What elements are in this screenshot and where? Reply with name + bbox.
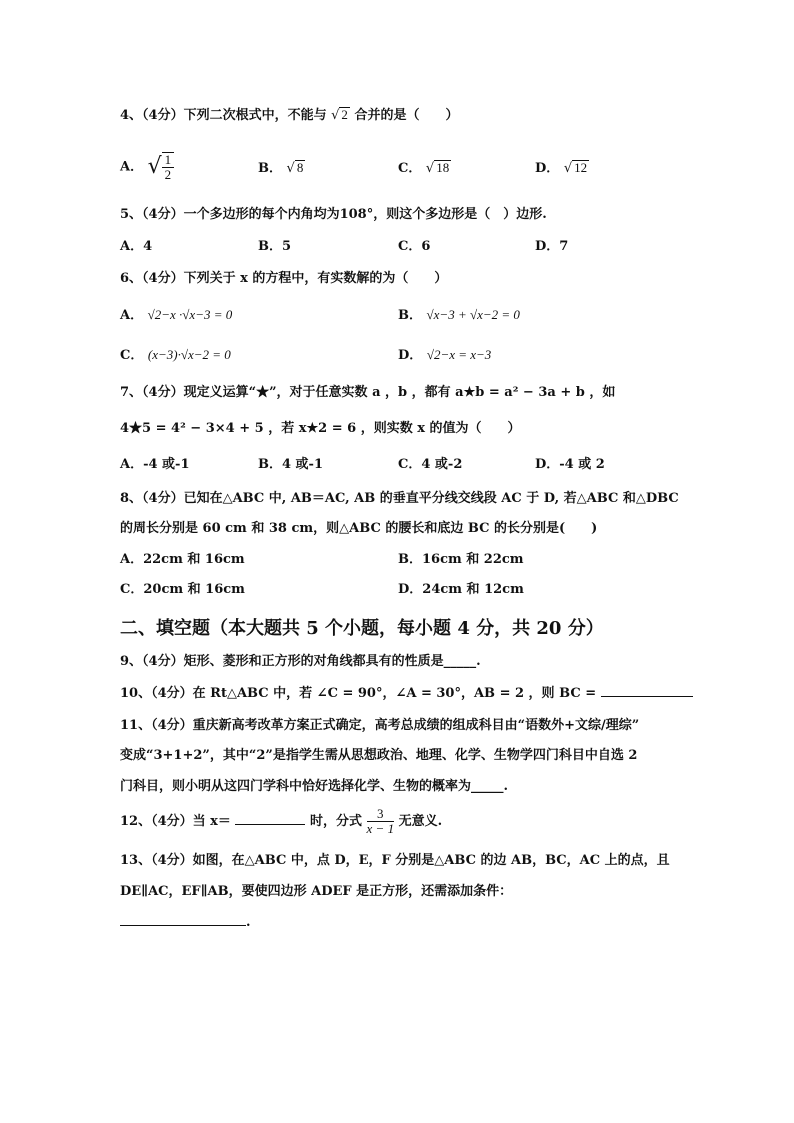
radical-sign: √ [331, 108, 340, 123]
radical-sign: √ [563, 161, 573, 176]
q7-line-2: 4★5 = 4² − 3×4 + 5 ，若 x★2 = 6 ，则实数 x 的值为（ ） [120, 421, 521, 436]
q6-c-expression: (x−3)·√x−2 = 0 [147, 347, 231, 362]
q5-option-c: C．6 [398, 239, 431, 254]
q8-option-c: C．20cm 和 16cm [120, 582, 245, 597]
q4-option-b [258, 160, 305, 178]
q10-stem [120, 685, 693, 703]
q4-d-radicand: 12 [574, 160, 588, 175]
q4-b-label: B． [258, 161, 282, 176]
q10-answer-blank[interactable] [601, 696, 693, 697]
q8-option-a: A．22cm 和 16cm [120, 552, 245, 567]
q8-option-b: B．16cm 和 22cm [398, 552, 524, 567]
q6-option-b [398, 306, 520, 325]
q12-numerator: 3 [367, 807, 395, 822]
q6-b-label: B． [398, 308, 422, 323]
radical-sign: √ [286, 161, 295, 176]
q7-option-a: A．-4 或-1 [120, 457, 190, 472]
q13-answer-blank[interactable] [120, 925, 246, 926]
q13-line-1: 13、（4分）如图，在△ABC 中，点 D，E，F 分别是△ABC 的边 AB，BC，AC 上的点，且 [120, 853, 670, 868]
q12-stem [120, 807, 442, 836]
q5-stem: 5、（4分）一个多边形的每个内角均为108°，则这个多边形是（ ）边形. [120, 207, 547, 222]
q6-d-expression: √2−x = x−3 [426, 347, 492, 362]
q7-line-1: 7、（4分）现定义运算“★”，对于任意实数 a ，b ，都有 a★b = a² − 3a + b ，如 [120, 385, 616, 400]
q4-option-d [535, 160, 589, 178]
q6-c-label: C． [120, 348, 144, 363]
q4-option-c [398, 160, 451, 178]
q5-option-a: A．4 [120, 239, 153, 254]
q6-b-expression: √x−3 + √x−2 = 0 [426, 307, 520, 322]
q6-a-label: A． [120, 308, 144, 323]
radical-sign: √ [147, 154, 162, 179]
q4-a-label: A． [120, 159, 144, 175]
q13-end-period: . [246, 915, 251, 930]
q5-option-d: D．7 [535, 239, 569, 254]
q10-text: 10、（4分）在 Rt△ABC 中，若 ∠C = 90°，∠A = 30°，AB = 2 ，则 BC = [120, 686, 597, 701]
q6-d-label: D． [398, 348, 423, 363]
q6-option-c [120, 346, 231, 365]
q12-denominator: x − 1 [366, 821, 395, 836]
q8-line-1: 8、（4分）已知在△ABC 中, AB＝AC, AB 的垂直平分线交线段 AC 于 D, 若△ABC 和△DBC [120, 491, 679, 506]
q6-stem: 6、（4分）下列关于 x 的方程中，有实数解的为（ ） [120, 271, 448, 286]
q6-option-d [398, 346, 491, 365]
q13-line-3 [120, 914, 251, 932]
q4-option-a [120, 152, 174, 182]
q4-a-numerator: 1 [162, 153, 175, 168]
q12-post: 无意义. [398, 814, 443, 829]
q6-option-a [120, 306, 232, 325]
q4-c-label: C． [398, 161, 422, 176]
q4-radicand: 2 [341, 107, 348, 122]
q11-line-2: 变成“3+1+2”，其中“2”是指学生需从思想政治、地理、化学、生物学四门科目中自选 2 [120, 748, 638, 763]
q12-pre: 12、（4分）当 x＝ [120, 814, 231, 829]
q6-a-expression: √2−x ·√x−3 = 0 [147, 307, 233, 322]
q12-answer-blank[interactable] [235, 824, 305, 825]
q7-option-b: B．4 或-1 [258, 457, 324, 472]
q4-b-radicand: 8 [296, 160, 304, 175]
q4-a-fraction [162, 152, 175, 182]
q7-option-c: C．4 或-2 [398, 457, 463, 472]
q5-option-b: B．5 [258, 239, 292, 254]
q4-a-denominator: 2 [164, 167, 172, 182]
q11-line-1: 11、（4分）重庆新高考改革方案正式确定，高考总成绩的组成科目由“语数外+文综/理综” [120, 718, 640, 733]
radical-sign: √ [425, 161, 435, 176]
q4-d-label: D． [535, 161, 560, 176]
q12-mid: 时，分式 [309, 814, 362, 829]
q8-line-2: 的周长分别是 60 cm 和 38 cm，则△ABC 的腰长和底边 BC 的长分别是( ) [120, 521, 598, 536]
q4-c-radicand: 18 [436, 160, 450, 175]
q13-line-2: DE∥AC，EF∥AB，要使四边形 ADEF 是正方形，还需添加条件： [120, 884, 513, 899]
q4-stem-pre: 4、（4分）下列二次根式中，不能与 [120, 108, 327, 123]
q11-line-3: 门科目，则小明从这四门学科中恰好选择化学、生物的概率为_____. [120, 779, 509, 794]
q9-stem: 9、（4分）矩形、菱形和正方形的对角线都具有的性质是_____. [120, 654, 481, 669]
q4-stem [120, 107, 458, 125]
section-fill-in-heading: 二、填空题（本大题共 5 个小题，每小题 4 分，共 20 分） [120, 618, 604, 639]
q8-option-d: D．24cm 和 12cm [398, 582, 524, 597]
q7-option-d: D．-4 或 2 [535, 457, 605, 472]
q12-fraction [367, 807, 395, 836]
q4-stem-post: 合并的是（ ） [354, 108, 459, 123]
